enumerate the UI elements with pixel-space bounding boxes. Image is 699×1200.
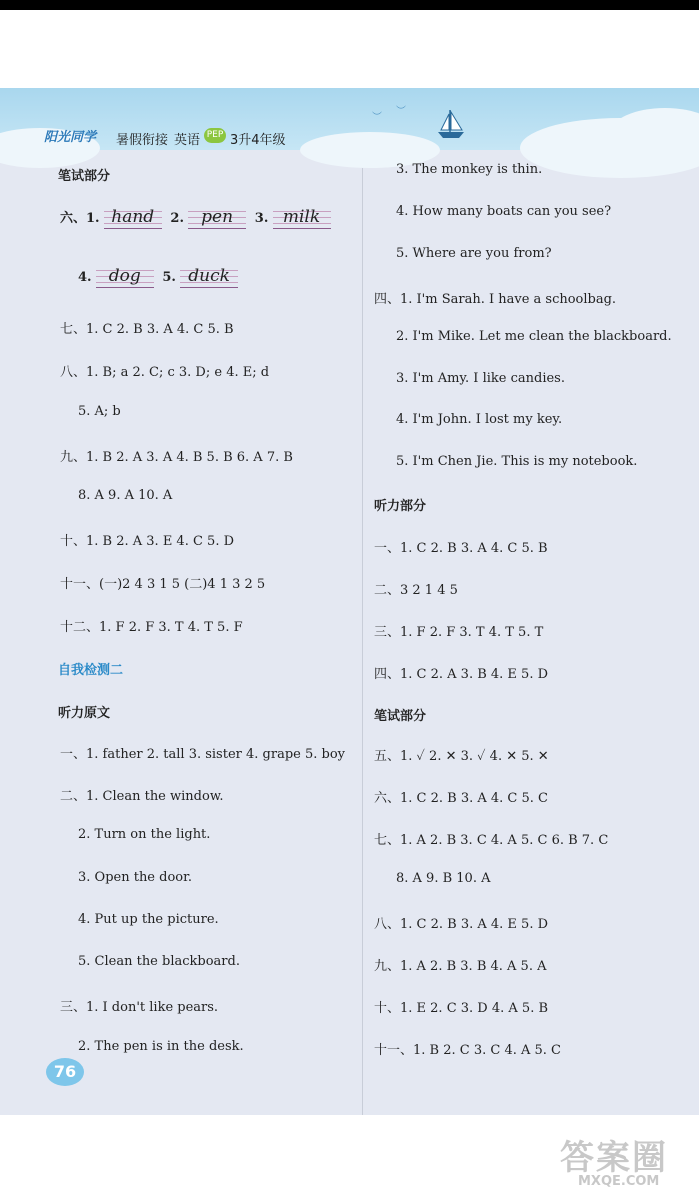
q6-row-2: 4. dog 5. duck [78, 265, 238, 288]
answer-line: 一、1. father 2. tall 3. sister 4. grape 5. boy [60, 747, 345, 762]
logo: 阳光同学 [44, 130, 97, 145]
answer-line: 四、1. I'm Sarah. I have a schoolbag. [374, 292, 617, 307]
answer-line: 八、1. B; a 2. C; c 3. D; e 4. E; d [60, 365, 270, 380]
answer-line: 5. Where are you from? [396, 246, 552, 261]
answer-line: 二、1. Clean the window. [60, 789, 224, 804]
edition-badge: PEP [204, 128, 226, 143]
answer-line: 4. I'm John. I lost my key. [396, 412, 563, 427]
watermark-logo: 答案圈 [560, 1138, 668, 1178]
q6-row-1: 六、1. hand 2. pen 3. milk [60, 206, 331, 229]
sailboat-icon [436, 108, 466, 140]
answer-page [0, 88, 699, 1115]
answer-line: 4. How many boats can you see? [396, 204, 612, 219]
answer-line: 九、1. B 2. A 3. A 4. B 5. B 6. A 7. B [60, 450, 293, 465]
series-title: 暑假衔接 [116, 133, 169, 148]
answer-line: 3. Open the door. [78, 870, 193, 885]
page-number: 76 [46, 1058, 84, 1086]
answer-line: 3. I'm Amy. I like candies. [396, 371, 565, 386]
status-bar [0, 0, 699, 10]
answer-line: 一、1. C 2. B 3. A 4. C 5. B [374, 541, 548, 556]
self-check-heading: 自我检测二 [58, 663, 124, 678]
answer-line: 5. A; b [78, 404, 121, 419]
answer-line: 三、1. I don't like pears. [60, 1000, 219, 1015]
answer-line: 4. Put up the picture. [78, 912, 219, 927]
answer-line: 七、1. C 2. B 3. A 4. C 5. B [60, 322, 234, 337]
handwritten-word: pen [188, 206, 246, 229]
watermark [540, 1130, 690, 1190]
header-banner [0, 88, 699, 150]
answer-line: 八、1. C 2. B 3. A 4. E 5. D [374, 917, 549, 932]
grade: 3升4年级 [230, 133, 286, 148]
watermark-url: MXQE.COM [578, 1174, 660, 1189]
answer-line: 十、1. B 2. A 3. E 4. C 5. D [60, 534, 235, 549]
answer-line: 8. A 9. A 10. A [78, 488, 173, 503]
handwritten-word: hand [104, 206, 162, 229]
seagull-icon: ︶ [396, 106, 406, 117]
written-section-heading-2: 笔试部分 [374, 709, 427, 724]
answer-line: 十、1. E 2. C 3. D 4. A 5. B [374, 1001, 549, 1016]
listening-text-heading: 听力原文 [58, 706, 111, 721]
listening-section-heading: 听力部分 [374, 499, 427, 514]
answer-line: 五、1. ✓ 2. ✕ 3. ✓ 4. ✕ 5. ✕ [374, 749, 549, 764]
column-divider [362, 168, 363, 1115]
subject: 英语 [174, 133, 201, 148]
answer-line: 二、3 2 1 4 5 [374, 583, 458, 598]
handwritten-word: dog [96, 265, 154, 288]
answer-line: 十一、(一)2 4 3 1 5 (二)4 1 3 2 5 [60, 577, 266, 592]
written-section-heading: 笔试部分 [58, 169, 111, 184]
answer-line: 六、1. C 2. B 3. A 4. C 5. C [374, 791, 548, 806]
handwritten-word: duck [180, 265, 238, 288]
answer-line: 5. I'm Chen Jie. This is my notebook. [396, 454, 638, 469]
answer-line: 七、1. A 2. B 3. C 4. A 5. C 6. B 7. C [374, 833, 609, 848]
answer-line: 2. I'm Mike. Let me clean the blackboard. [396, 329, 672, 344]
answer-line: 四、1. C 2. A 3. B 4. E 5. D [374, 667, 549, 682]
answer-line: 2. The pen is in the desk. [78, 1039, 244, 1054]
answer-line: 2. Turn on the light. [78, 827, 211, 842]
answer-line: 三、1. F 2. F 3. T 4. T 5. T [374, 625, 544, 640]
answer-line: 8. A 9. B 10. A [396, 871, 491, 886]
answer-line: 十一、1. B 2. C 3. C 4. A 5. C [374, 1043, 561, 1058]
answer-line: 九、1. A 2. B 3. B 4. A 5. A [374, 959, 547, 974]
answer-line: 十二、1. F 2. F 3. T 4. T 5. F [60, 620, 243, 635]
answer-line: 3. The monkey is thin. [396, 162, 543, 177]
answer-line: 5. Clean the blackboard. [78, 954, 240, 969]
handwritten-word: milk [273, 206, 331, 229]
seagull-icon: ︶ [372, 112, 382, 123]
